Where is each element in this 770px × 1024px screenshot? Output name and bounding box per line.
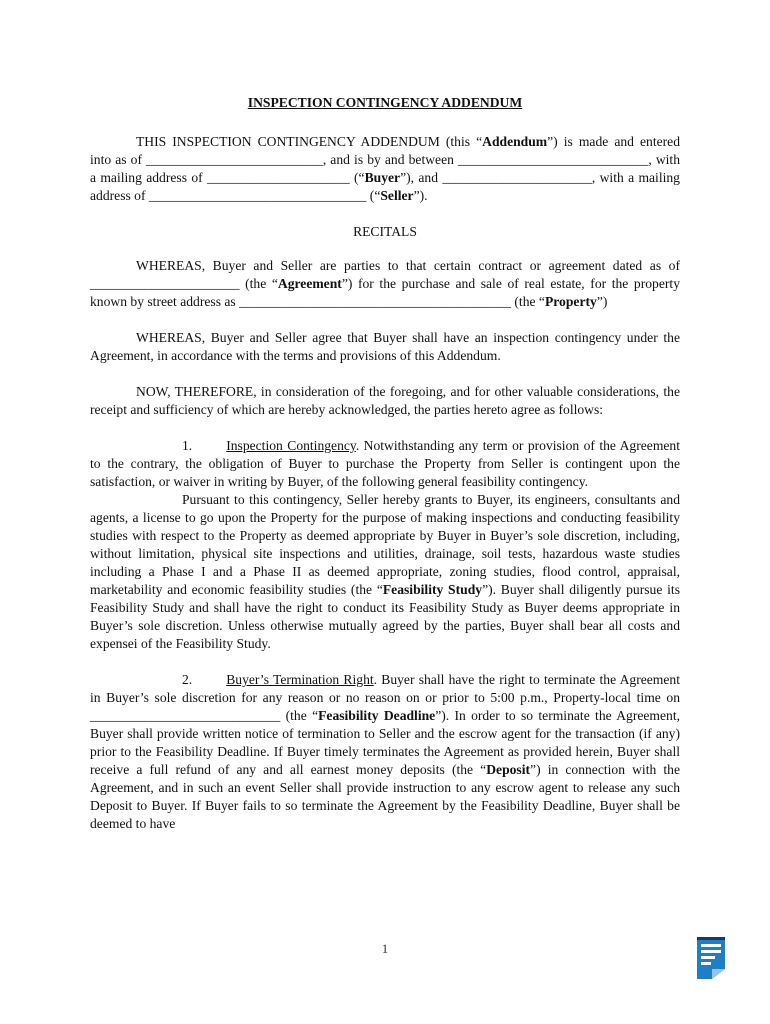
feasibility-study-defined-term: Feasibility Study — [382, 582, 483, 597]
recitals-heading: RECITALS — [353, 224, 417, 239]
section-2-paragraph: 2. Buyer’s Termination Right. Buyer shall have the right to terminate the Agreement in Buyer’s sole discretion for any reason or no reason on or prior to 5:00 p.m., Property-local time on ____________________________ (the “Feasibility Deadline”). In order to so terminate the Agreement, Buyer shall provide written notice of termination to Seller and the escrow agent for the transaction (if any) prior to the Feasibility Deadline. If Buyer timely terminates the Agreement as provided herein, Buyer shall receive a full refund of any and all earnest money deposits (the “Deposit”) in connection with the Agreement, and in such an event Seller shall provide instruction to any escrow agent to release any such Deposit to Buyer. If Buyer fails to so terminate the Agreement by the Feasibility Deadline, Buyer shall be deemed to have — [90, 672, 680, 831]
section-1-heading: Inspection Contingency — [226, 438, 356, 453]
document-logo-icon — [694, 935, 728, 981]
section-1-paragraph: 1. Inspection Contingency. Notwithstanding any term or provision of the Agreement to the contrary, the obligation of Buyer to purchase the Property from Seller is contingent upon the satisfaction, or waiver in writing by Buyer, of the following general feasibility contingency. — [90, 438, 681, 489]
section-2-number: 2. — [182, 672, 193, 687]
intro-paragraph: THIS INSPECTION CONTINGENCY ADDENDUM (this “Addendum”) is made and entered into as of __________________________, and is by and between ____________________________, with a mailing address of _____________________ (“Buyer”), and ______________________, with a mailing address of ________________________________ (“Seller”). — [90, 134, 680, 203]
property-defined-term: Property — [544, 294, 597, 309]
document-title: INSPECTION CONTINGENCY ADDENDUM — [247, 95, 523, 110]
page-number: 1 — [381, 941, 389, 956]
section-2-heading: Buyer’s Termination Right — [226, 672, 374, 687]
seller-defined-term: Seller — [380, 188, 414, 203]
section-1-paragraph-2: Pursuant to this contingency, Seller hereby grants to Buyer, its engineers, consultants and agents, a license to go upon the Property for the purpose of making inspections and conducting feasibility studies with respect to the Property as deemed appropriate by Buyer in Buyer’s sole discretion, including, without limitation, physical site inspections and utilities, drainage, soil tests, hazardous waste studies including a Phase I and a Phase II as deemed appropriate, zoning studies, flood control, appraisal, marketability and economic feasibility studies (the “Feasibility Study”). Buyer shall diligently pursue its Feasibility Study and shall have the right to conduct its Feasibility Study as Buyer deems appropriate in Buyer’s sole discretion. Unless otherwise mutually agreed by the parties, Buyer shall bear all costs and expensei of the Feasibility Study. — [90, 492, 680, 651]
whereas-paragraph-2: WHEREAS, Buyer and Seller agree that Buyer shall have an inspection contingency under the Agreement, in accordance with the terms and provisions of this Addendum. — [90, 330, 680, 363]
whereas-paragraph-1: WHEREAS, Buyer and Seller are parties to that certain contract or agreement dated as of ______________________ (the “Agreement”) for the purchase and sale of real estate, for the property known by street address as ________________________________________ (the “Property”) — [90, 258, 680, 309]
deposit-defined-term: Deposit — [486, 762, 531, 777]
section-1-number: 1. — [182, 438, 193, 453]
addendum-defined-term: Addendum — [482, 134, 548, 149]
now-therefore-paragraph: NOW, THEREFORE, in consideration of the foregoing, and for other valuable considerations, the receipt and sufficiency of which are hereby acknowledged, the parties hereto agree as follows: — [90, 384, 680, 417]
buyer-defined-term: Buyer — [364, 170, 401, 185]
document-page — [90, 94, 680, 851]
agreement-defined-term: Agreement — [277, 276, 342, 291]
feasibility-deadline-defined-term: Feasibility Deadline — [318, 708, 436, 723]
